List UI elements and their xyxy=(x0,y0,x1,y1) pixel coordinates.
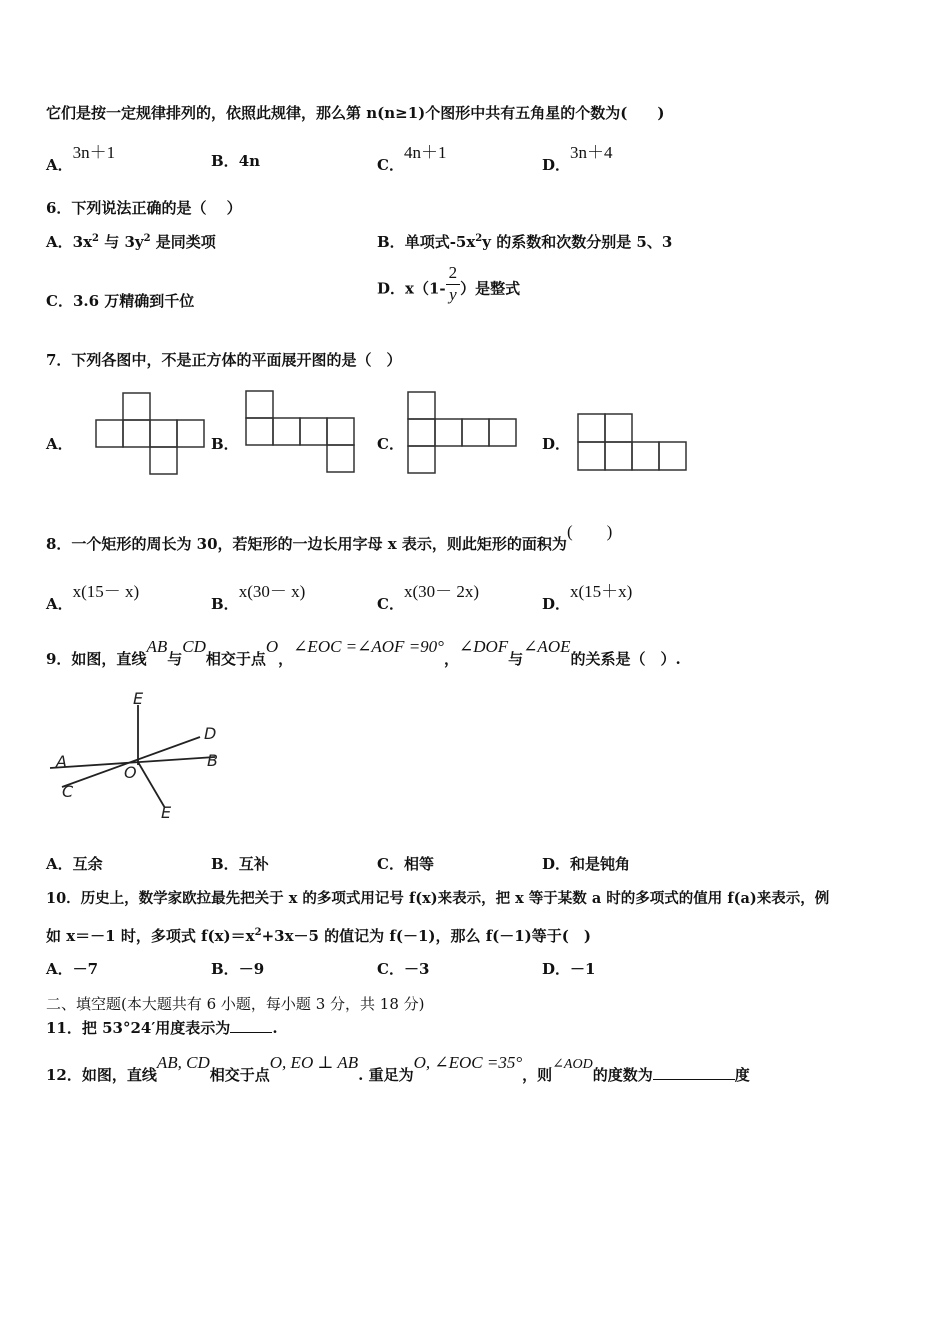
q9-m2: CD xyxy=(182,637,206,656)
q5-option-c-label: C． xyxy=(377,156,404,174)
section2-heading: 二、填空题(本大题共有 6 小题，每小题 3 分，共 18 分) xyxy=(46,995,425,1013)
q10-option-b-label: B． xyxy=(211,960,239,978)
q6-c-text: 3.6 万精确到千位 xyxy=(72,292,195,310)
q6-stem: 6．下列说法正确的是（ ） xyxy=(46,199,242,217)
q9-option-c-value: 相等 xyxy=(403,855,434,873)
q10-option-d-label: D． xyxy=(542,960,571,978)
q6-a-text2: 与 3y xyxy=(99,233,144,251)
q8-stem-text: 8．一个矩形的周长为 30，若矩形的一边长用字母 x 表示，则此矩形的面积为 xyxy=(46,535,567,553)
q9-label-e: E xyxy=(161,803,172,822)
q8-option-c-label: C． xyxy=(377,595,404,613)
q9-label-o: O xyxy=(124,763,137,782)
q12-answer-blank[interactable] xyxy=(653,1065,735,1080)
q7-option-c-label[interactable]: C． xyxy=(377,435,404,453)
q9-label-c: C xyxy=(62,782,74,801)
q12-m1: AB, CD xyxy=(156,1053,210,1072)
q6-b-text2: y 的系数和次数分别是 5、3 xyxy=(482,233,673,251)
q9-option-c-label: C． xyxy=(377,855,404,873)
q12-m2: O, EO ⊥ AB xyxy=(269,1053,359,1072)
q8-option-b-label: B． xyxy=(211,595,239,613)
q7-option-a-label[interactable]: A． xyxy=(46,435,73,453)
q11-answer-blank[interactable] xyxy=(230,1018,272,1033)
q9-m6: ∠AOE xyxy=(523,637,571,656)
q6-b-sup: 2 xyxy=(475,233,483,244)
q6-d-denominator: y xyxy=(449,285,457,304)
q12-t6: 度 xyxy=(734,1066,750,1084)
q12-t4: ，则 xyxy=(522,1066,553,1084)
q9-option-a-value: 互余 xyxy=(72,855,103,873)
q10-line2-a: 如 x＝－1 时，多项式 f(x)＝x xyxy=(46,927,255,945)
q9-t7: 的关系是（ ）. xyxy=(570,650,681,668)
q12-t1: 12．如图，直线 xyxy=(46,1066,157,1084)
q9-option-c[interactable] xyxy=(377,853,434,874)
q9-t1: 9．如图，直线 xyxy=(46,650,147,668)
q7-option-d-label[interactable]: D． xyxy=(542,435,571,453)
q9-m5: ∠DOF xyxy=(458,637,509,656)
q9-t3: 相交于点 xyxy=(205,650,266,668)
q5-option-a-value: 3n＋1 xyxy=(72,143,116,162)
q9-option-d-value: 和是钝角 xyxy=(570,855,631,873)
q10-option-b-value: －9 xyxy=(238,960,265,978)
q9-option-a[interactable] xyxy=(46,853,103,874)
q6-d-post: ）是整式 xyxy=(460,279,521,298)
q6-d-pre: x（1- xyxy=(405,279,446,298)
q10-option-c-label: C． xyxy=(377,960,404,978)
q10-line1: 10．历史上，数学家欧拉最先把关于 x 的多项式用记号 f(x)来表示，把 x 等于某数 a 时的多项式的值用 f(a)来表示，例 xyxy=(46,890,830,907)
q9-option-b[interactable] xyxy=(211,853,269,874)
q5-option-a-label: A． xyxy=(46,156,73,174)
q10-option-c-value: －3 xyxy=(403,960,430,978)
q7-stem: 7．下列各图中，不是正方体的平面展开图的是（ ） xyxy=(46,351,402,369)
q6-option-a-label: A． xyxy=(46,233,73,251)
q10-option-c[interactable] xyxy=(377,958,429,979)
q6-d-numerator: 2 xyxy=(446,262,461,285)
q10-line2-sup: 2 xyxy=(254,927,262,938)
q8-answer-paren: ( ) xyxy=(566,522,613,541)
q5-option-b-label: B． xyxy=(211,152,239,170)
q5-option-b-value: 4n xyxy=(238,152,261,170)
q9-option-b-label: B． xyxy=(211,855,239,873)
q11-text: 11．把 53°24′用度表示为 xyxy=(46,1019,231,1037)
q9-label-f: E xyxy=(133,689,144,708)
q11-stem xyxy=(46,1017,278,1038)
q12-t5: 的度数为 xyxy=(592,1066,653,1084)
q12-t2: 相交于点 xyxy=(209,1066,270,1084)
q9-label-a: A xyxy=(56,752,67,771)
q12-stem xyxy=(46,1053,750,1085)
q10-option-a-label: A． xyxy=(46,960,73,978)
q9-label-b: B xyxy=(207,751,218,770)
q10-option-b[interactable] xyxy=(211,958,264,979)
q5-option-c-value: 4n＋1 xyxy=(403,143,447,162)
q9-m1: AB xyxy=(146,637,168,656)
q10-line2 xyxy=(46,925,591,946)
q8-option-a-label: A． xyxy=(46,595,73,613)
q10-option-a-value: －7 xyxy=(72,960,99,978)
q6-option-b-label: B． xyxy=(377,233,405,251)
q9-t2: 与 xyxy=(167,650,183,668)
q9-t6: 与 xyxy=(508,650,524,668)
q11-end: . xyxy=(272,1019,278,1037)
q9-ray-oe xyxy=(138,762,165,808)
q5-stem: 它们是按一定规律排列的，依照此规律，那么第 n(n≥1)个图形中共有五角星的个数为( ) xyxy=(46,104,665,122)
q6-a-text3: 是同类项 xyxy=(150,233,216,251)
q10-option-a[interactable] xyxy=(46,958,98,979)
q9-m4: ∠EOC =∠AOF =90° xyxy=(293,637,444,656)
q5-option-d-value: 3n＋4 xyxy=(570,143,613,162)
q9-option-b-value: 互补 xyxy=(238,855,269,873)
q6-b-text1: 单项式-5x xyxy=(404,233,476,251)
q6-a-sup2: 2 xyxy=(143,233,151,244)
q8-option-d-label: D． xyxy=(542,595,571,613)
q10-line2-b: +3x－5 的值记为 f(－1)，那么 f(－1)等于( ) xyxy=(261,927,591,945)
q12-m3: O, ∠EOC =35° xyxy=(413,1053,523,1072)
q6-a-sup1: 2 xyxy=(92,233,99,244)
q9-option-a-label: A． xyxy=(46,855,73,873)
q5-option-d-label: D． xyxy=(542,156,571,174)
q8-option-a-value: x(15－ x) xyxy=(72,582,140,601)
q9-option-d[interactable] xyxy=(542,853,630,874)
q9-label-d: D xyxy=(204,724,217,743)
q6-a-text1: 3x xyxy=(72,233,93,251)
q6-option-c-label: C． xyxy=(46,292,73,310)
q9-m3: O xyxy=(265,637,279,656)
q9-t4: ， xyxy=(278,650,294,668)
q9-t5: ， xyxy=(443,650,459,668)
q8-option-b-value: x(30－ x) xyxy=(238,582,306,601)
q10-option-d[interactable] xyxy=(542,958,595,979)
q10-option-d-value: －1 xyxy=(570,960,596,978)
q7-option-b-label[interactable]: B． xyxy=(211,435,239,453)
q6-option-d-label: D． xyxy=(377,279,406,298)
q12-m4: ∠AOD xyxy=(552,1057,593,1072)
q8-option-d-value: x(15＋x) xyxy=(570,582,633,601)
q8-option-c-value: x(30－ 2x) xyxy=(403,582,480,601)
q9-option-d-label: D． xyxy=(542,855,571,873)
q12-t3: . 重足为 xyxy=(358,1066,414,1084)
